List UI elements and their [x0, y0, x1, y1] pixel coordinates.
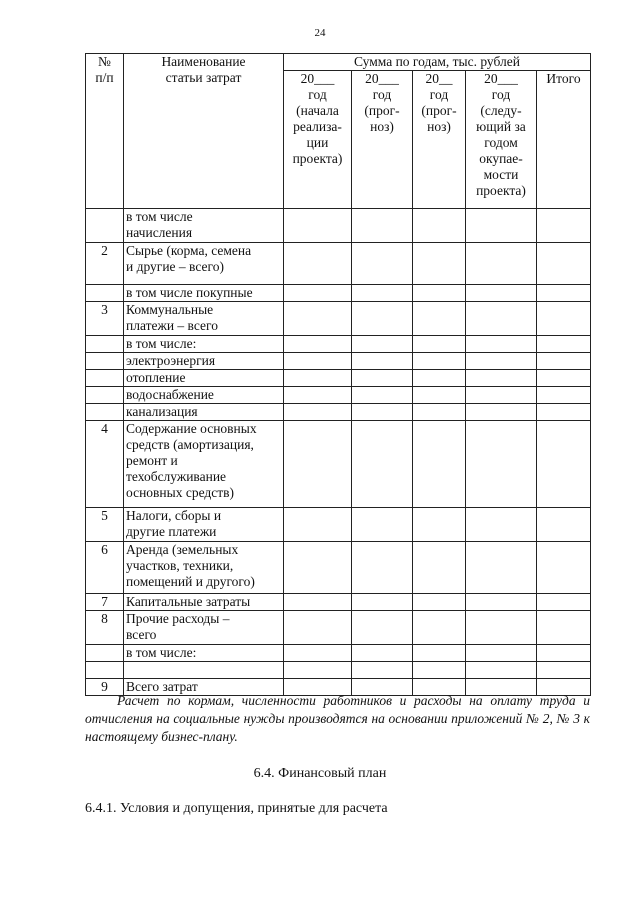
header-total: Итого — [537, 71, 591, 209]
row-number — [86, 353, 124, 370]
row-number — [86, 209, 124, 243]
row-name: Содержание основных средств (амортизация, ремонт и техобслуживание основных средств) — [124, 421, 284, 508]
row-name: в том числе: — [124, 645, 284, 662]
value-cell — [284, 285, 352, 302]
table-row — [86, 243, 591, 285]
value-cell — [352, 594, 413, 611]
value-cell — [284, 404, 352, 421]
row-name: в том числе начисления — [124, 209, 284, 243]
row-name: отопление — [124, 370, 284, 387]
header-year-2: 20___ год (прог- ноз) — [352, 71, 413, 209]
table-row — [86, 353, 591, 370]
value-cell — [537, 611, 591, 645]
table-row — [86, 302, 591, 336]
row-number — [86, 662, 124, 679]
row-name: в том числе: — [124, 336, 284, 353]
section-heading: 6.4. Финансовый план — [253, 766, 387, 781]
row-number — [86, 404, 124, 421]
value-cell — [466, 387, 537, 404]
value-cell — [466, 645, 537, 662]
row-name: Сырье (корма, семена и другие – всего) — [124, 243, 284, 285]
table-row — [86, 387, 591, 404]
value-cell — [466, 611, 537, 645]
value-cell — [537, 662, 591, 679]
row-number — [86, 370, 124, 387]
value-cell — [284, 209, 352, 243]
header-num: № п/п — [86, 54, 124, 209]
value-cell — [413, 421, 466, 508]
row-name: канализация — [124, 404, 284, 421]
value-cell — [466, 370, 537, 387]
value-cell — [466, 243, 537, 285]
value-cell — [284, 243, 352, 285]
value-cell — [537, 387, 591, 404]
row-number: 5 — [86, 508, 124, 542]
value-cell — [413, 285, 466, 302]
row-number: 8 — [86, 611, 124, 645]
value-cell — [352, 404, 413, 421]
row-number — [86, 336, 124, 353]
header-row — [86, 54, 591, 71]
row-number — [86, 645, 124, 662]
value-cell — [352, 209, 413, 243]
value-cell — [537, 370, 591, 387]
header-year-3: 20__ год (прог- ноз) — [413, 71, 466, 209]
value-cell — [413, 542, 466, 594]
footnote: Расчет по кормам, численности работников и расходы на оплату труда и отчисления на социальные нужды производятся на основании приложений № 2, № 3 к настоящему бизнес-плану. — [85, 693, 590, 744]
row-name: в том числе покупные — [124, 285, 284, 302]
row-name: Всего затрат — [124, 679, 284, 696]
row-number: 4 — [86, 421, 124, 508]
value-cell — [537, 404, 591, 421]
value-cell — [537, 302, 591, 336]
value-cell — [284, 662, 352, 679]
value-cell — [352, 370, 413, 387]
value-cell — [352, 353, 413, 370]
value-cell — [413, 353, 466, 370]
value-cell — [413, 611, 466, 645]
row-name: водоснабжение — [124, 387, 284, 404]
table-row — [86, 662, 591, 679]
value-cell — [352, 611, 413, 645]
value-cell — [466, 508, 537, 542]
value-cell — [284, 645, 352, 662]
table-row — [86, 209, 591, 243]
value-cell — [284, 353, 352, 370]
value-cell — [413, 243, 466, 285]
value-cell — [413, 302, 466, 336]
value-cell — [413, 370, 466, 387]
value-cell — [352, 243, 413, 285]
table-row — [86, 645, 591, 662]
row-number — [86, 387, 124, 404]
row-number: 7 — [86, 594, 124, 611]
row-name: Прочие расходы – всего — [124, 611, 284, 645]
cost-table-body — [86, 54, 591, 696]
value-cell — [466, 336, 537, 353]
row-name: электроэнергия — [124, 353, 284, 370]
value-cell — [466, 353, 537, 370]
value-cell — [537, 542, 591, 594]
value-cell — [413, 404, 466, 421]
row-number: 3 — [86, 302, 124, 336]
value-cell — [284, 302, 352, 336]
value-cell — [352, 336, 413, 353]
value-cell — [537, 209, 591, 243]
table-row — [86, 336, 591, 353]
table-row — [86, 285, 591, 302]
value-cell — [466, 404, 537, 421]
value-cell — [466, 542, 537, 594]
value-cell — [352, 508, 413, 542]
row-name — [124, 662, 284, 679]
value-cell — [284, 611, 352, 645]
header-year-4: 20___ год (следу- ющий за годом окупае- мости проекта) — [466, 71, 537, 209]
value-cell — [352, 542, 413, 594]
value-cell — [466, 662, 537, 679]
row-number: 9 — [86, 679, 124, 696]
subsection-heading: 6.4.1. Условия и допущения, принятые для расчета — [85, 801, 388, 816]
value-cell — [537, 285, 591, 302]
value-cell — [413, 508, 466, 542]
value-cell — [413, 336, 466, 353]
value-cell — [466, 285, 537, 302]
value-cell — [537, 353, 591, 370]
row-name: Налоги, сборы и другие платежи — [124, 508, 284, 542]
value-cell — [352, 662, 413, 679]
value-cell — [537, 594, 591, 611]
row-name: Аренда (земельных участков, техники, помещений и другого) — [124, 542, 284, 594]
table-row — [86, 508, 591, 542]
value-cell — [413, 209, 466, 243]
value-cell — [284, 542, 352, 594]
value-cell — [284, 387, 352, 404]
value-cell — [284, 336, 352, 353]
value-cell — [284, 370, 352, 387]
header-year-1: 20___ год (начала реализа- ции проекта) — [284, 71, 352, 209]
cost-table — [85, 53, 591, 696]
value-cell — [284, 594, 352, 611]
value-cell — [537, 243, 591, 285]
value-cell — [466, 421, 537, 508]
row-name: Капитальные затраты — [124, 594, 284, 611]
table-row — [86, 370, 591, 387]
page-number: 24 — [314, 27, 326, 39]
value-cell — [466, 302, 537, 336]
value-cell — [352, 387, 413, 404]
table-row — [86, 594, 591, 611]
value-cell — [537, 508, 591, 542]
row-number: 6 — [86, 542, 124, 594]
value-cell — [537, 336, 591, 353]
value-cell — [284, 508, 352, 542]
table-row — [86, 404, 591, 421]
value-cell — [537, 645, 591, 662]
value-cell — [413, 387, 466, 404]
value-cell — [466, 594, 537, 611]
value-cell — [352, 285, 413, 302]
table-row — [86, 421, 591, 508]
table-row — [86, 611, 591, 645]
row-number — [86, 285, 124, 302]
row-number: 2 — [86, 243, 124, 285]
value-cell — [466, 209, 537, 243]
value-cell — [413, 645, 466, 662]
value-cell — [413, 662, 466, 679]
value-cell — [537, 421, 591, 508]
value-cell — [284, 421, 352, 508]
row-name: Коммунальные платежи – всего — [124, 302, 284, 336]
value-cell — [413, 594, 466, 611]
header-sum-by-years: Сумма по годам, тыс. рублей — [284, 54, 591, 71]
value-cell — [352, 302, 413, 336]
table-row — [86, 542, 591, 594]
header-name: Наименование статьи затрат — [124, 54, 284, 209]
value-cell — [352, 421, 413, 508]
value-cell — [352, 645, 413, 662]
